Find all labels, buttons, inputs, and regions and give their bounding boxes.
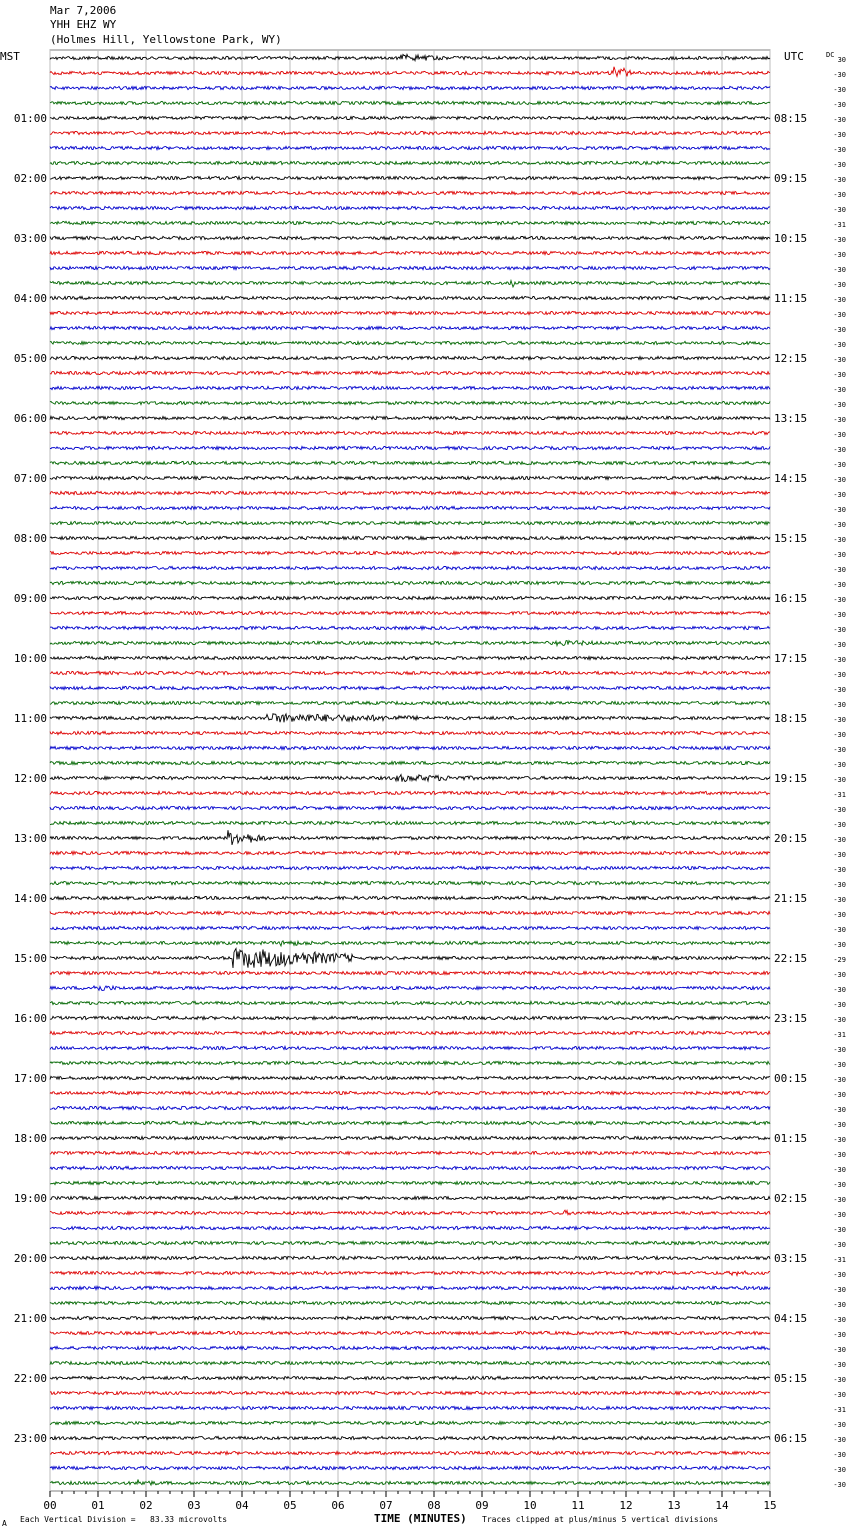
dc-offset-label: -30	[833, 101, 846, 109]
corner-mark: A	[2, 1519, 7, 1528]
dc-offset-label: -30	[833, 731, 846, 739]
trace-row	[50, 356, 770, 359]
trace-row	[50, 536, 770, 539]
right-hour-label: 21:15	[774, 892, 808, 905]
trace-row	[50, 1226, 770, 1229]
dc-offset-label: -30	[833, 1391, 846, 1399]
dc-offset-label: -30	[833, 161, 846, 169]
dc-offset-label: -30	[833, 656, 846, 664]
right-hour-label: 06:15	[774, 1432, 808, 1445]
trace-row	[50, 1136, 770, 1139]
dc-offset-label: -30	[833, 1181, 846, 1189]
left-hour-label: 13:00	[13, 832, 47, 845]
left-hour-label: 08:00	[13, 532, 47, 545]
left-hour-label: 04:00	[13, 292, 47, 305]
dc-offset-label: -30	[833, 281, 846, 289]
trace-row	[50, 67, 770, 77]
dc-offset-label: -30	[833, 881, 846, 889]
left-hour-label: 18:00	[13, 1132, 47, 1145]
right-hour-label: 09:15	[774, 172, 808, 185]
trace-row	[50, 791, 770, 794]
dc-offset-label: -30	[833, 1016, 846, 1024]
trace-row	[50, 1196, 770, 1199]
trace-row	[50, 431, 770, 434]
trace-row	[50, 1241, 770, 1244]
trace-row	[50, 1286, 770, 1289]
dc-offset-label: -30	[833, 1316, 846, 1324]
trace-row	[50, 1151, 770, 1154]
dc-offset-label: -30	[833, 1061, 846, 1069]
dc-offset-label: 30	[837, 56, 846, 64]
trace-row	[50, 806, 770, 809]
trace-row	[50, 116, 770, 119]
trace-row	[50, 521, 770, 524]
dc-offset-label: -30	[833, 1436, 846, 1444]
left-hour-label: 02:00	[13, 172, 47, 185]
dc-offset-label: -30	[833, 1166, 846, 1174]
header-location: (Holmes Hill, Yellowstone Park, WY)	[50, 33, 282, 46]
dc-offset-label: -30	[833, 191, 846, 199]
left-hour-label: 06:00	[13, 412, 47, 425]
dc-offset-label: -30	[833, 1106, 846, 1114]
trace-row	[50, 506, 770, 509]
right-hour-label: 19:15	[774, 772, 808, 785]
dc-offset-label: -30	[833, 671, 846, 679]
dc-offset-label: -30	[833, 746, 846, 754]
trace-row	[50, 1210, 770, 1215]
dc-offset-label: -30	[833, 1196, 846, 1204]
dc-offset-label: -30	[833, 1361, 846, 1369]
header-station: YHH EHZ WY	[50, 18, 117, 31]
x-tick-label: 13	[667, 1499, 681, 1512]
x-tick-label: 06	[331, 1499, 345, 1512]
trace-row	[50, 986, 770, 991]
trace-row	[50, 1001, 770, 1004]
trace-row	[50, 1256, 770, 1259]
trace-row	[50, 131, 770, 134]
trace-row	[50, 596, 770, 599]
x-tick-label: 15	[763, 1499, 777, 1512]
right-hour-label: 00:15	[774, 1072, 808, 1085]
dc-offset-label: -30	[833, 1076, 846, 1084]
trace-row	[50, 1181, 770, 1184]
right-hour-label: 18:15	[774, 712, 808, 725]
left-hour-label: 21:00	[13, 1312, 47, 1325]
left-hour-label: 19:00	[13, 1192, 47, 1205]
x-tick-label: 14	[715, 1499, 729, 1512]
trace-row	[50, 1376, 770, 1379]
trace-row	[50, 296, 770, 299]
dc-offset-label: -30	[833, 461, 846, 469]
trace-row	[50, 926, 770, 929]
trace-row	[50, 701, 770, 704]
x-tick-label: 11	[571, 1499, 585, 1512]
trace-row	[50, 686, 770, 689]
right-tz-label: UTC	[784, 50, 804, 63]
trace-row	[50, 949, 770, 969]
dc-offset-label: -30	[833, 1151, 846, 1159]
trace-row	[50, 1406, 770, 1409]
trace-row	[50, 1046, 770, 1049]
trace-row	[50, 446, 770, 449]
dc-offset-label: -30	[833, 986, 846, 994]
trace-row	[50, 1421, 770, 1424]
dc-offset-label: -30	[833, 356, 846, 364]
dc-offset-label: -30	[833, 551, 846, 559]
dc-offset-label: -30	[833, 86, 846, 94]
dc-offset-label: -30	[833, 401, 846, 409]
dc-offset-label: -30	[833, 371, 846, 379]
dc-offset-label: -30	[833, 71, 846, 79]
left-hour-label: 23:00	[13, 1432, 47, 1445]
left-hour-label: 03:00	[13, 232, 47, 245]
dc-offset-label: -30	[833, 596, 846, 604]
trace-row	[50, 416, 770, 419]
trace-row	[50, 611, 770, 614]
right-hour-label: 02:15	[774, 1192, 808, 1205]
dc-offset-label: -30	[833, 506, 846, 514]
trace-row	[50, 146, 770, 149]
right-hour-label: 16:15	[774, 592, 808, 605]
left-hour-label: 22:00	[13, 1372, 47, 1385]
trace-row	[50, 551, 770, 554]
dc-offset-label: -30	[833, 836, 846, 844]
left-hour-label: 12:00	[13, 772, 47, 785]
dc-offset-label: -30	[833, 851, 846, 859]
header-date: Mar 7,2006	[50, 4, 117, 17]
trace-row	[50, 1091, 770, 1094]
dc-offset-label: -30	[833, 146, 846, 154]
right-hour-label: 15:15	[774, 532, 808, 545]
trace-row	[50, 1316, 770, 1319]
trace-row	[50, 1031, 770, 1034]
dc-offset-label: -30	[833, 431, 846, 439]
dc-offset-label: -30	[833, 866, 846, 874]
trace-row	[50, 54, 770, 60]
dc-offset-label: -30	[833, 701, 846, 709]
dc-offset-label: -30	[833, 536, 846, 544]
x-tick-label: 09	[475, 1499, 489, 1512]
dc-offset-label: -30	[833, 626, 846, 634]
dc-offset-label: -30	[833, 776, 846, 784]
trace-row	[50, 281, 770, 287]
trace-row	[50, 461, 770, 464]
trace-row	[50, 1436, 770, 1439]
trace-row	[50, 191, 770, 194]
right-hour-label: 13:15	[774, 412, 808, 425]
trace-row	[50, 341, 770, 344]
x-axis-title: TIME (MINUTES)	[374, 1512, 467, 1525]
dc-offset-label: -30	[833, 1346, 846, 1354]
dc-offset-label: -31	[833, 791, 846, 799]
left-hour-label: 16:00	[13, 1012, 47, 1025]
trace-row	[50, 86, 770, 89]
trace-row	[50, 1271, 770, 1276]
right-hour-label: 23:15	[774, 1012, 808, 1025]
left-hour-label: 11:00	[13, 712, 47, 725]
trace-row	[50, 566, 770, 569]
dc-offset-label: -30	[833, 566, 846, 574]
dc-offset-label: -30	[833, 206, 846, 214]
x-tick-label: 03	[187, 1499, 201, 1512]
dc-offset-label: -30	[833, 1331, 846, 1339]
trace-row	[50, 746, 770, 749]
dc-offset-label: -30	[833, 446, 846, 454]
trace-row	[50, 761, 770, 764]
x-tick-label: 07	[379, 1499, 393, 1512]
x-tick-label: 08	[427, 1499, 441, 1512]
vertical-division-note: Each Vertical Division = 83.33 microvolts	[20, 1515, 228, 1524]
dc-offset-label: -30	[833, 176, 846, 184]
dc-offset-label: -30	[833, 821, 846, 829]
right-hour-label: 03:15	[774, 1252, 808, 1265]
x-tick-label: 10	[523, 1499, 537, 1512]
x-tick-label: 02	[139, 1499, 153, 1512]
trace-row	[50, 101, 770, 104]
trace-row	[50, 1016, 770, 1019]
x-tick-label: 01	[91, 1499, 105, 1512]
dc-offset-label: -30	[833, 716, 846, 724]
dc-offset-label: -30	[833, 386, 846, 394]
right-hour-label: 01:15	[774, 1132, 808, 1145]
dc-offset-label: -30	[833, 341, 846, 349]
right-hour-label: 10:15	[774, 232, 808, 245]
right-hour-label: 05:15	[774, 1372, 808, 1385]
trace-row	[50, 714, 770, 723]
dc-offset-label: -30	[833, 806, 846, 814]
trace-row	[50, 386, 770, 389]
left-hour-label: 01:00	[13, 112, 47, 125]
trace-row	[50, 656, 770, 659]
left-tz-label: MST	[0, 50, 20, 63]
trace-row	[50, 371, 770, 374]
trace-row	[50, 161, 770, 164]
dc-offset-label: -31	[833, 221, 846, 229]
dc-offset-label: -30	[833, 1241, 846, 1249]
dc-offset-label: -30	[833, 1001, 846, 1009]
dc-offset-label: -30	[833, 1451, 846, 1459]
trace-row	[50, 1166, 770, 1169]
dc-offset-label: -30	[833, 491, 846, 499]
trace-row	[50, 476, 770, 479]
trace-row	[50, 671, 770, 674]
right-hour-label: 20:15	[774, 832, 808, 845]
trace-row	[50, 626, 770, 629]
left-hour-label: 17:00	[13, 1072, 47, 1085]
dc-offset-label: -30	[833, 116, 846, 124]
dc-offset-label: -30	[833, 611, 846, 619]
trace-row	[50, 206, 770, 209]
dc-offset-label: -30	[833, 1046, 846, 1054]
trace-row	[50, 1361, 770, 1364]
dc-offset-label: -30	[833, 1286, 846, 1294]
left-hour-label: 07:00	[13, 472, 47, 485]
dc-offset-label: -30	[833, 971, 846, 979]
trace-row	[50, 176, 770, 179]
dc-offset-label: -30	[833, 326, 846, 334]
dc-offset-label: -30	[833, 1466, 846, 1474]
trace-row	[50, 1301, 770, 1304]
dc-offset-label: -30	[833, 236, 846, 244]
trace-row	[50, 236, 770, 239]
left-hour-label: 14:00	[13, 892, 47, 905]
x-tick-label: 00	[43, 1499, 57, 1512]
left-hour-label: 20:00	[13, 1252, 47, 1265]
trace-row	[50, 896, 770, 899]
right-hour-label: 14:15	[774, 472, 808, 485]
dc-label: DC	[826, 51, 835, 59]
dc-offset-label: -30	[833, 761, 846, 769]
dc-offset-label: -30	[833, 926, 846, 934]
clip-note: Traces clipped at plus/minus 5 vertical divisions	[482, 1515, 719, 1524]
dc-offset-label: -30	[833, 896, 846, 904]
dc-offset-label: -31	[833, 1406, 846, 1414]
dc-offset-label: -31	[833, 1031, 846, 1039]
trace-row	[50, 775, 770, 782]
trace-row	[50, 326, 770, 329]
trace-row	[50, 1331, 770, 1334]
trace-row	[50, 1106, 770, 1109]
trace-row	[50, 581, 770, 584]
dc-offset-label: -30	[833, 941, 846, 949]
dc-offset-label: -30	[833, 1481, 846, 1489]
left-hour-label: 15:00	[13, 952, 47, 965]
dc-offset-label: -30	[833, 416, 846, 424]
trace-row	[50, 881, 770, 884]
left-hour-label: 09:00	[13, 592, 47, 605]
right-hour-label: 22:15	[774, 952, 808, 965]
trace-row	[50, 311, 770, 314]
dc-offset-label: -30	[833, 1226, 846, 1234]
trace-row	[50, 1480, 770, 1486]
trace-row	[50, 1391, 770, 1394]
dc-offset-label: -30	[833, 581, 846, 589]
dc-offset-label: -30	[833, 1376, 846, 1384]
trace-row	[50, 941, 770, 946]
dc-offset-label: -30	[833, 1271, 846, 1279]
right-hour-label: 17:15	[774, 652, 808, 665]
right-hour-label: 04:15	[774, 1312, 808, 1325]
dc-offset-label: -30	[833, 476, 846, 484]
dc-offset-label: -30	[833, 251, 846, 259]
trace-row	[50, 1076, 770, 1079]
dc-offset-label: -30	[833, 296, 846, 304]
dc-offset-label: -30	[833, 686, 846, 694]
dc-offset-label: -30	[833, 131, 846, 139]
x-tick-label: 05	[283, 1499, 297, 1512]
trace-row	[50, 971, 770, 974]
dc-offset-label: -30	[833, 521, 846, 529]
dc-offset-label: -30	[833, 266, 846, 274]
dc-offset-label: -29	[833, 956, 846, 964]
x-tick-label: 04	[235, 1499, 249, 1512]
x-tick-label: 12	[619, 1499, 633, 1512]
dc-offset-label: -30	[833, 1136, 846, 1144]
trace-row	[50, 911, 770, 914]
trace-row	[50, 266, 770, 269]
dc-offset-label: -30	[833, 1421, 846, 1429]
trace-row	[50, 491, 770, 494]
dc-offset-label: -30	[833, 1301, 846, 1309]
right-hour-label: 12:15	[774, 352, 808, 365]
dc-offset-label: -30	[833, 641, 846, 649]
trace-row	[50, 731, 770, 734]
trace-row	[50, 1451, 770, 1454]
dc-offset-label: -30	[833, 1211, 846, 1219]
left-hour-label: 10:00	[13, 652, 47, 665]
left-hour-label: 05:00	[13, 352, 47, 365]
dc-offset-label: -30	[833, 911, 846, 919]
trace-row	[50, 1346, 770, 1349]
trace-row	[50, 821, 770, 824]
trace-row	[50, 251, 770, 254]
trace-row	[50, 851, 770, 854]
trace-row	[50, 866, 770, 869]
dc-offset-label: -30	[833, 311, 846, 319]
trace-row	[50, 1121, 770, 1124]
right-hour-label: 08:15	[774, 112, 808, 125]
trace-row	[50, 1466, 770, 1469]
trace-row	[50, 641, 770, 646]
right-hour-label: 11:15	[774, 292, 808, 305]
trace-row	[50, 401, 770, 404]
dc-offset-label: -30	[833, 1121, 846, 1129]
dc-offset-label: -31	[833, 1256, 846, 1264]
dc-offset-label: -30	[833, 1091, 846, 1099]
trace-row	[50, 830, 770, 845]
trace-row	[50, 221, 770, 224]
trace-row	[50, 1061, 770, 1064]
